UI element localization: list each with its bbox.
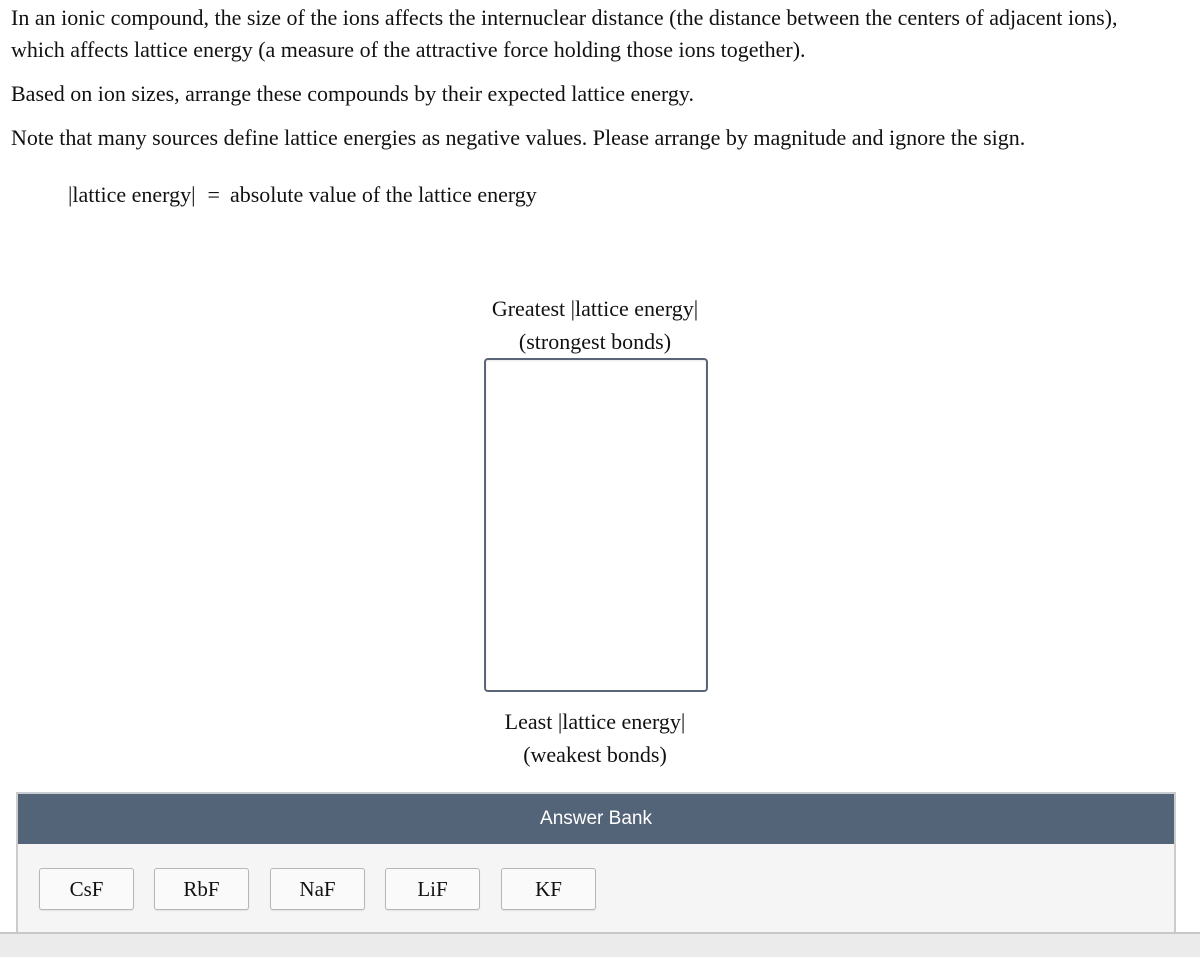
ranking-bottom-label: [445, 705, 745, 771]
question-instruction: Based on ion sizes, arrange these compounds by their expected lattice energy.: [11, 81, 694, 106]
ranking-top-label: [445, 292, 745, 358]
formula-rhs: absolute value of the lattice energy: [229, 182, 537, 207]
answer-chip-csf[interactable]: CsF: [39, 868, 134, 910]
page-footer-bar: [0, 932, 1200, 957]
ranking-top-label-line2: (strongest bonds): [518, 329, 672, 354]
ranking-bottom-label-line2: (weakest bonds): [523, 742, 667, 767]
definition-formula: [68, 179, 537, 211]
question-note: Note that many sources define lattice energies as negative values. Please arrange by magnitude and ignore the sign.: [11, 125, 1026, 150]
answer-bank: [16, 792, 1176, 937]
answer-chip-kf[interactable]: KF: [501, 868, 596, 910]
answer-bank-title: Answer Bank: [18, 792, 1174, 844]
question-intro-line2: which affects lattice energy (a measure of the attractive force holding those ions together).: [11, 37, 806, 62]
ranking-drop-zone[interactable]: [484, 358, 708, 692]
ranking-top-label-line1: Greatest |lattice energy|: [491, 296, 699, 321]
formula-equals: =: [207, 182, 220, 207]
formula-lhs: |lattice energy|: [68, 182, 196, 207]
ranking-bottom-label-line1: Least |lattice energy|: [504, 709, 686, 734]
question-intro: [11, 2, 1118, 66]
answer-chip-rbf[interactable]: RbF: [154, 868, 249, 910]
answer-chip-lif[interactable]: LiF: [385, 868, 480, 910]
question-intro-line1: In an ionic compound, the size of the ions affects the internuclear distance (the distance between the centers of adjacent ions),: [11, 5, 1118, 30]
answer-chip-naf[interactable]: NaF: [270, 868, 365, 910]
